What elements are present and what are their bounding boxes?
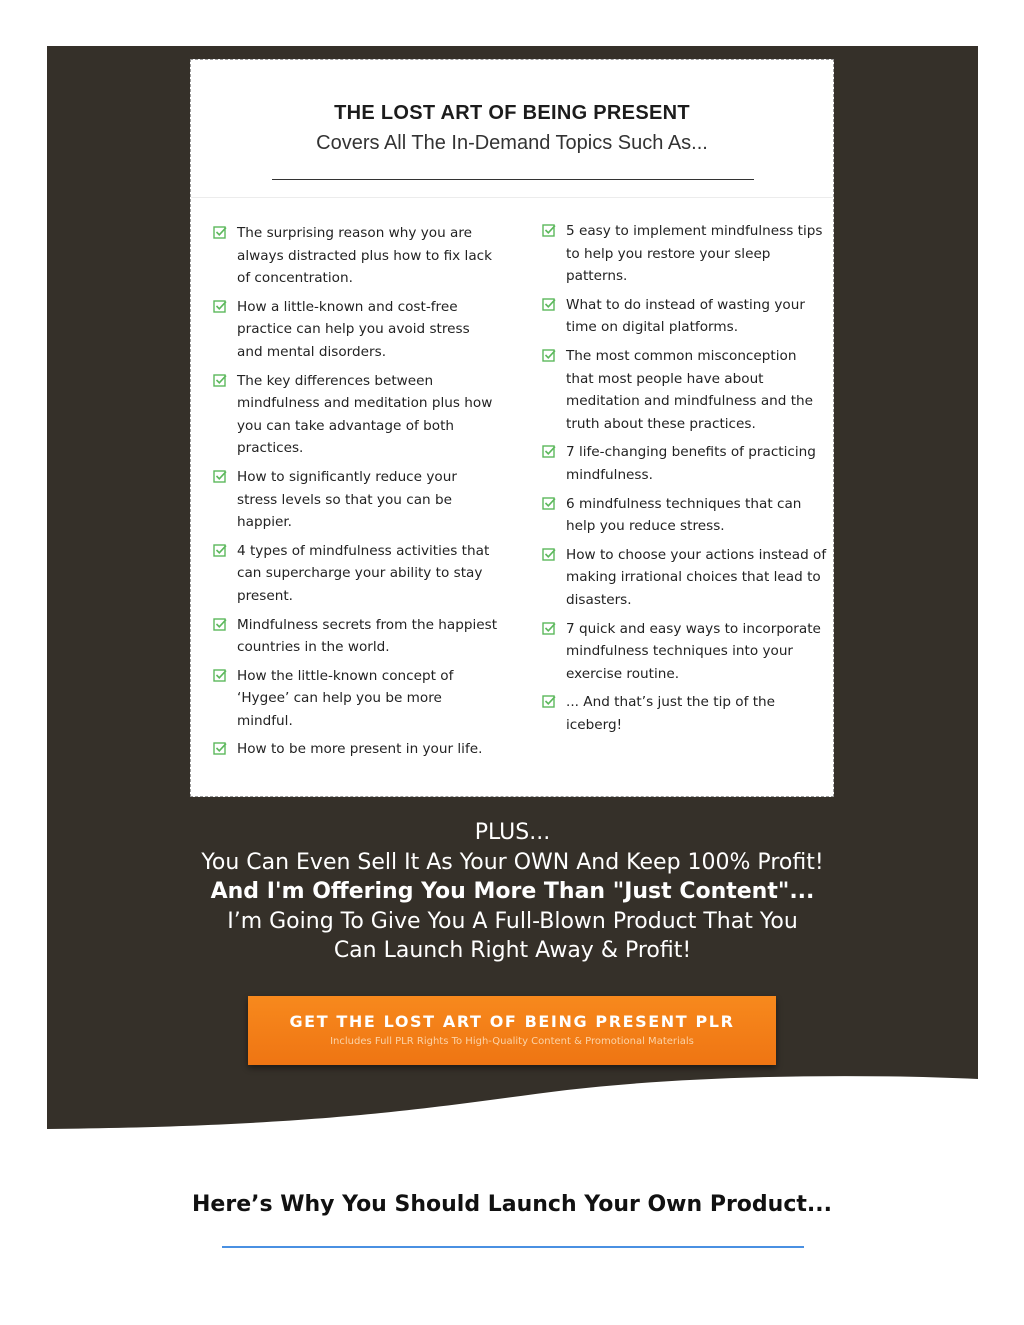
- card-divider: [191, 197, 833, 198]
- hero-section: [47, 46, 978, 1146]
- list-item: [213, 738, 498, 761]
- check-square-icon: [213, 741, 227, 755]
- section-heading-rule: [222, 1246, 804, 1248]
- check-square-icon: [542, 223, 556, 237]
- plus-product-line-1: I’m Going To Give You A Full-Blown Product That You: [227, 908, 798, 934]
- check-square-icon: [213, 543, 227, 557]
- check-square-icon: [542, 348, 556, 362]
- list-item-text: How the little-known concept of ‘Hygee’ can help you be more mindful.: [237, 667, 454, 729]
- check-square-icon: [213, 668, 227, 682]
- list-item: [542, 544, 827, 612]
- list-item: [542, 618, 827, 686]
- topics-list-left: [213, 222, 498, 767]
- check-square-icon: [213, 225, 227, 239]
- list-item-text: The surprising reason why you are always distracted plus how to fix lack of concentration.: [237, 225, 493, 287]
- list-item-text: How to be more present in your life.: [237, 741, 483, 758]
- check-square-icon: [213, 469, 227, 483]
- list-item: [213, 665, 498, 733]
- topics-card: [190, 59, 834, 797]
- list-item-text: What to do instead of wasting your time on digital platforms.: [566, 296, 805, 336]
- get-plr-button-label: GET THE LOST ART OF BEING PRESENT PLR: [289, 1012, 735, 1031]
- list-item: [542, 691, 827, 736]
- list-item: [542, 294, 827, 339]
- list-item-text: 7 quick and easy ways to incorporate mindfulness techniques into your exercise routine.: [566, 620, 821, 682]
- list-item: [213, 466, 498, 534]
- list-item: [542, 345, 827, 435]
- check-square-icon: [542, 694, 556, 708]
- list-item: [542, 220, 827, 288]
- check-square-icon: [213, 617, 227, 631]
- list-item: [213, 370, 498, 460]
- list-item-text: How to significantly reduce your stress levels so that you can be happier.: [237, 468, 457, 531]
- plus-label: PLUS...: [474, 820, 551, 845]
- check-square-icon: [542, 297, 556, 311]
- list-item: [213, 540, 498, 608]
- list-item-text: ... And that’s just the tip of the iceberg!: [566, 694, 776, 733]
- card-title: THE LOST ART OF BEING PRESENT: [334, 102, 690, 124]
- list-item: [542, 441, 827, 486]
- check-square-icon: [542, 444, 556, 458]
- list-item-text: 7 life-changing benefits of practicing mindfulness.: [566, 444, 816, 483]
- plus-pitch: [47, 818, 978, 966]
- card-title-rule: [272, 179, 754, 180]
- plus-offer-line: And I'm Offering You More Than "Just Content"...: [210, 879, 815, 904]
- topics-list-right: [542, 220, 827, 742]
- plus-resell-line: You Can Even Sell It As Your OWN And Keep 100% Profit!: [201, 849, 824, 875]
- check-square-icon: [213, 373, 227, 387]
- check-square-icon: [213, 299, 227, 313]
- list-item-text: 5 easy to implement mindfulness tips to help you restore your sleep patterns.: [566, 223, 823, 285]
- check-square-icon: [542, 496, 556, 510]
- get-plr-button-sublabel: Includes Full PLR Rights To High-Quality Content & Promotional Materials: [330, 1036, 694, 1047]
- check-square-icon: [542, 547, 556, 561]
- list-item-text: The most common misconception that most people have about meditation and mindfulness and the truth about these practices.: [566, 347, 814, 432]
- list-item: [542, 493, 827, 538]
- list-item-text: The key differences between mindfulness and meditation plus how you can take advantage of both practices.: [237, 372, 493, 457]
- list-item-text: How to choose your actions instead of making irrational choices that lead to disasters.: [566, 546, 827, 608]
- list-item: [213, 296, 498, 364]
- list-item-text: 6 mindfulness techniques that can help you reduce stress.: [566, 495, 802, 535]
- list-item: [213, 222, 498, 290]
- get-plr-button[interactable]: [248, 996, 776, 1065]
- card-subtitle: Covers All The In-Demand Topics Such As...: [316, 132, 708, 154]
- plus-product-line-2: Can Launch Right Away & Profit!: [333, 938, 692, 963]
- list-item: [213, 614, 498, 659]
- check-square-icon: [542, 621, 556, 635]
- section-heading: Here’s Why You Should Launch Your Own Product...: [192, 1192, 832, 1217]
- list-item-text: 4 types of mindfulness activities that can supercharge your ability to stay present.: [237, 542, 490, 604]
- list-item-text: Mindfulness secrets from the happiest countries in the world.: [237, 616, 498, 656]
- list-item-text: How a little-known and cost-free practice can help you avoid stress and mental disorders.: [237, 298, 470, 360]
